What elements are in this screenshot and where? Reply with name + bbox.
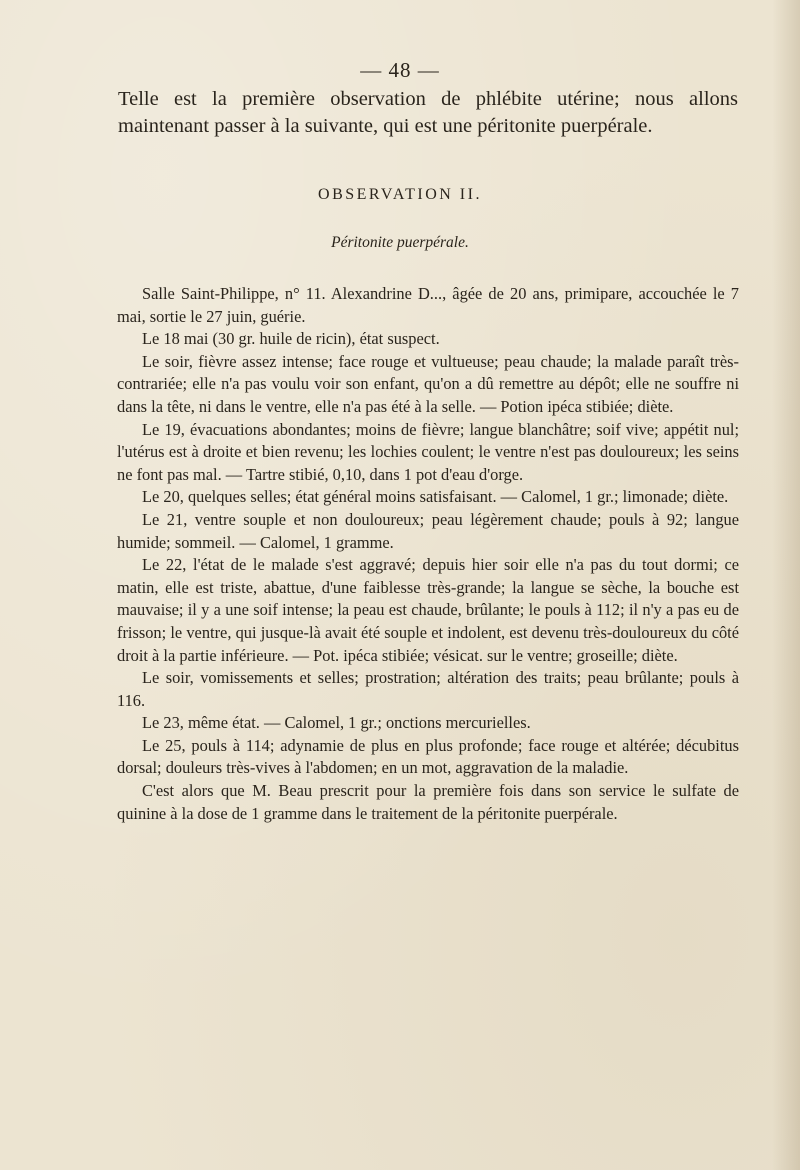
paragraph: Le 25, pouls à 114; adynamie de plus en plus profonde; face rouge et altérée; décubitus dorsal; douleurs très-vives à l'abdomen; en un mot, aggravation de la maladie. xyxy=(117,735,739,778)
paragraph: C'est alors que M. Beau prescrit pour la première fois dans son service le sulfate de quinine à la dose de 1 gramme dans le traitement de la péritonite puerpérale. xyxy=(117,781,739,823)
paragraph: Le 22, l'état de le malade s'est aggravé; depuis hier soir elle n'a pas du tout dormi; ce matin, elle est triste, abattue, d'une faiblesse très-grande; la langue se sèche, la bouche est mauvaise; il y a une soif intense; la peau est chaude, brûlante; le pouls à 112; il n'y a pas eu de frisson; le ventre, qui jusque-là avait été souple et indolent, est devenu très-douloureux du côté droit à la partie inférieure. — Pot. ipéca stibiée; vésicat. sur le ventre; groseille; diète. xyxy=(117,555,739,665)
paragraph: Le 23, même état. — Calomel, 1 gr.; onctions mercurielles. xyxy=(142,713,531,733)
paragraph: Salle Saint-Philippe, n° 11. Alexandrine D..., âgée de 20 ans, primipare, accouchée le 7 mai, sortie le 27 juin, guérie. xyxy=(117,284,739,326)
paragraph: Le soir, vomissements et selles; prostration; altération des traits; peau brûlante; pouls à 116. xyxy=(117,668,739,710)
page-edge-shadow xyxy=(772,0,800,1170)
paragraph: Le 20, quelques selles; état général moins satisfaisant. — Calomel, 1 gr.; limonade; diète. xyxy=(142,487,729,507)
observation-body xyxy=(117,283,739,825)
paragraph: Le soir, fièvre assez intense; face rouge et vultueuse; peau chaude; la malade paraît très-contrariée; elle n'a pas voulu voir son enfant, qu'on a dû remettre au dépôt; elle ne souffre ni dans la tête, ni dans le ventre, elle n'a pas été à la selle. — Potion ipéca stibiée; diète. xyxy=(117,351,739,416)
paragraph: Le 18 mai (30 gr. huile de ricin), état suspect. xyxy=(142,329,440,349)
page-number: — 48 — xyxy=(360,58,440,82)
intro-paragraph: Telle est la première observation de phlébite utérine; nous allons maintenant passer à la suivante, qui est une péritonite puerpérale. xyxy=(118,88,738,137)
paragraph: Le 19, évacuations abondantes; moins de fièvre; langue blanchâtre; soif vive; appétit nul; l'utérus est à droite et bien revenu; les lochies coulent; le ventre n'est pas douloureux; les seins ne font pas mal. — Tartre stibié, 0,10, dans 1 pot d'eau d'orge. xyxy=(117,419,739,484)
paragraph: Le 21, ventre souple et non douloureux; peau légèrement chaude; pouls à 92; langue humide; sommeil. — Calomel, 1 gramme. xyxy=(117,509,739,552)
observation-title: OBSERVATION II. xyxy=(318,186,482,203)
observation-subtitle: Péritonite puerpérale. xyxy=(331,234,469,251)
